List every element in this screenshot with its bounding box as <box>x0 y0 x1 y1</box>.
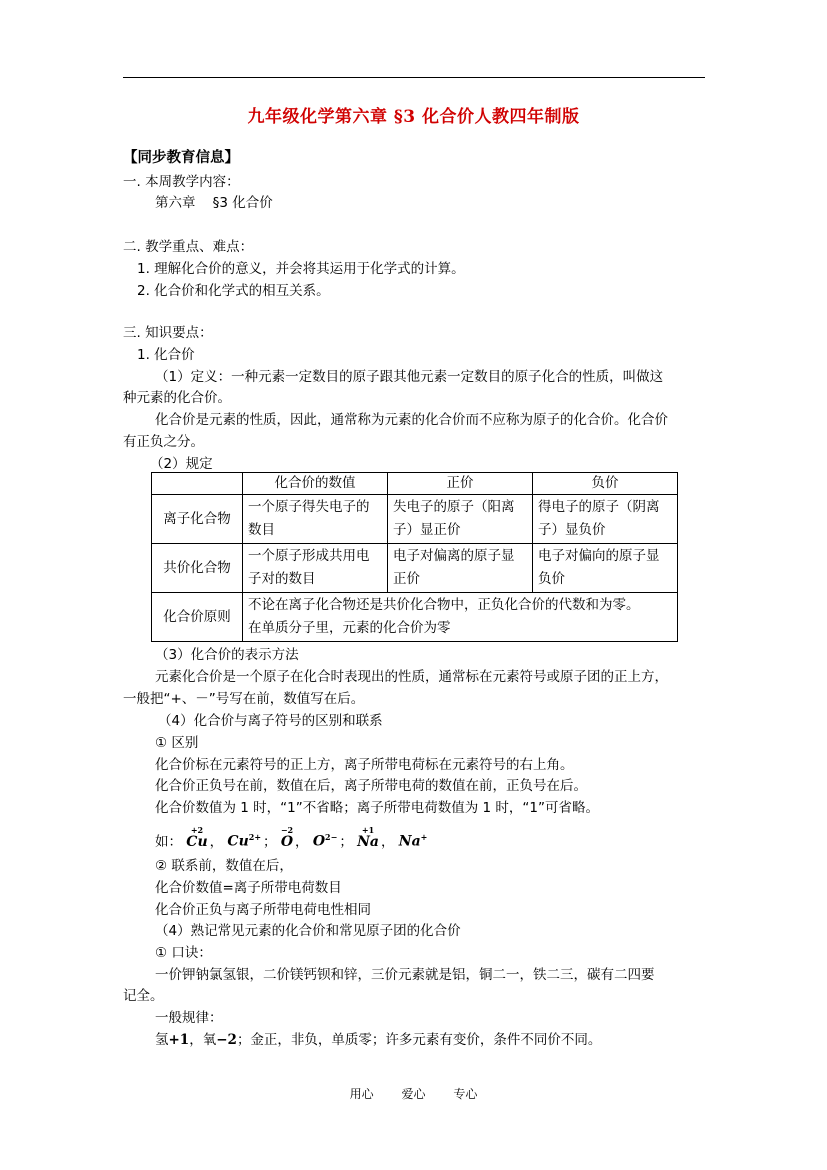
rule-sub: 一般规律： <box>155 1010 223 1026</box>
table-header-row <box>152 473 678 495</box>
charge-mark: 2+ <box>248 832 262 843</box>
table-cell <box>243 593 678 642</box>
table-cell: 得电子的原子（阴离子）显负价 <box>533 495 678 544</box>
difference-heading: （4）化合价与离子符号的区别和联系 <box>158 713 383 729</box>
charge-mark: + <box>420 832 428 843</box>
valence-mark: −2 <box>280 825 294 835</box>
part1-content: 第六章 §3 化合价 <box>155 195 273 211</box>
table-header-cell <box>152 473 243 495</box>
table-header-cell: 负价 <box>533 473 678 495</box>
part2-heading: 二. 教学重点、难点： <box>123 239 254 255</box>
table-row-label: 化合价原则 <box>152 593 243 642</box>
memo-line-1: 一价钾钠氯氢银，二价镁钙钡和锌，三价元素就是铝，铜二一，铁二三，碳有二四要 <box>155 967 655 983</box>
part3-heading: 三. 知识要点： <box>123 325 213 341</box>
principle-line-2: 在单质分子里，元素的化合价为零 <box>248 620 451 636</box>
chem-symbol: −2 O <box>280 825 294 850</box>
part1-heading: 一. 本周教学内容： <box>123 174 240 190</box>
charge-mark: 2− <box>325 832 338 843</box>
difference-line-1: 化合价标在元素符号的正上方，离子所带电荷标在元素符号的右上角。 <box>155 757 574 773</box>
table-header-cell: 正价 <box>388 473 533 495</box>
table-row <box>152 495 678 544</box>
oxygen-valence: −2 <box>216 1032 237 1048</box>
part2-item-2: 2. 化合价和化学式的相互关系。 <box>137 283 330 299</box>
table-row-label: 离子化合物 <box>152 495 243 544</box>
example-label: 如： <box>155 834 182 850</box>
chem-symbol: +1 Na <box>357 825 379 850</box>
link-line-1: 化合价数值=离子所带电荷数目 <box>155 880 342 896</box>
chem-symbol: +2 Cu <box>186 825 208 850</box>
principle-line-1: 不论在离子化合物还是共价化合物中，正负化合价的代数和为零。 <box>248 597 640 613</box>
rule-heading: （2）规定 <box>150 456 213 472</box>
chem-symbol: Na+ <box>398 832 428 850</box>
representation-line-1: 元素化合价是一个原子在化合时表现出的性质，通常标在元素符号或原子团的正上方， <box>155 669 668 685</box>
header-rule <box>123 77 705 78</box>
table-row <box>152 544 678 593</box>
definition-line-2: 种元素的化合价。 <box>123 390 231 406</box>
table-header-cell: 化合价的数值 <box>243 473 388 495</box>
page-title: 九年级化学第六章 §3 化合价人教四年制版 <box>247 107 580 127</box>
property-line-1: 化合价是元素的性质，因此，通常称为元素的化合价而不应称为原子的化合价。化合价 <box>155 412 668 428</box>
memo-heading: （4）熟记常见元素的化合价和常见原子团的化合价 <box>155 923 461 939</box>
property-line-2: 有正负之分。 <box>123 434 204 450</box>
difference-line-3: 化合价数值为 1 时，“1”不省略；离子所带电荷数值为 1 时，“1”可省略。 <box>155 800 599 816</box>
link-line-2: 化合价正负与离子所带电荷电性相同 <box>155 902 371 918</box>
representation-heading: （3）化合价的表示方法 <box>155 647 299 663</box>
chem-symbol: $Cu^{2+}$ <box>227 832 262 850</box>
memo-sub: ① 口诀： <box>155 945 212 961</box>
table-row <box>152 593 678 642</box>
difference-line-2: 化合价正负号在前，数值在后，离子所带电荷的数值在前，正负号在后。 <box>155 778 587 794</box>
table-row-label: 共价化合物 <box>152 544 243 593</box>
definition-line-1: （1）定义：一种元素一定数目的原子跟其他元素一定数目的原子化合的性质，叫做这 <box>155 369 664 385</box>
footer-text: 爱心 <box>401 1087 426 1101</box>
link-sub: ② 联系前，数值在后， <box>155 858 293 874</box>
table-cell: 电子对偏离的原子显正价 <box>388 544 533 593</box>
valence-mark: +1 <box>361 825 375 835</box>
footer-text: 用心 <box>349 1087 374 1101</box>
hydrogen-valence: +1 <box>168 1032 190 1048</box>
footer-text: 专心 <box>453 1087 478 1101</box>
chem-symbol: $O^{2-}$ <box>312 832 338 850</box>
representation-line-2: 一般把“+、－”号写在前，数值写在后。 <box>123 691 365 707</box>
general-rule-line: 氢+1，氧−2；金正，非负，单质零；许多元素有变价，条件不同价不同。 <box>155 1032 602 1048</box>
part2-item-1: 1. 理解化合价的意义，并会将其运用于化学式的计算。 <box>137 261 465 277</box>
table-cell: 一个原子形成共用电子对的数目 <box>243 544 388 593</box>
table-cell: 电子对偏向的原子显负价 <box>533 544 678 593</box>
page-footer <box>0 1085 827 1102</box>
valence-rules-table <box>151 472 678 642</box>
table-cell: 一个原子得失电子的数目 <box>243 495 388 544</box>
section-header: 【同步教育信息】 <box>123 150 239 166</box>
difference-sub: ① 区别 <box>155 735 199 751</box>
valence-mark: +2 <box>190 825 204 835</box>
symbol-examples: 如： +2 Cu ， $Cu^{2+}$ ； −2 O ， $O^{2-}$ ； +1 Na ， Na+ <box>155 825 428 850</box>
part3-sub1: 1. 化合价 <box>137 347 195 363</box>
table-cell: 失电子的原子（阳离子）显正价 <box>388 495 533 544</box>
memo-line-2: 记全。 <box>123 988 164 1004</box>
